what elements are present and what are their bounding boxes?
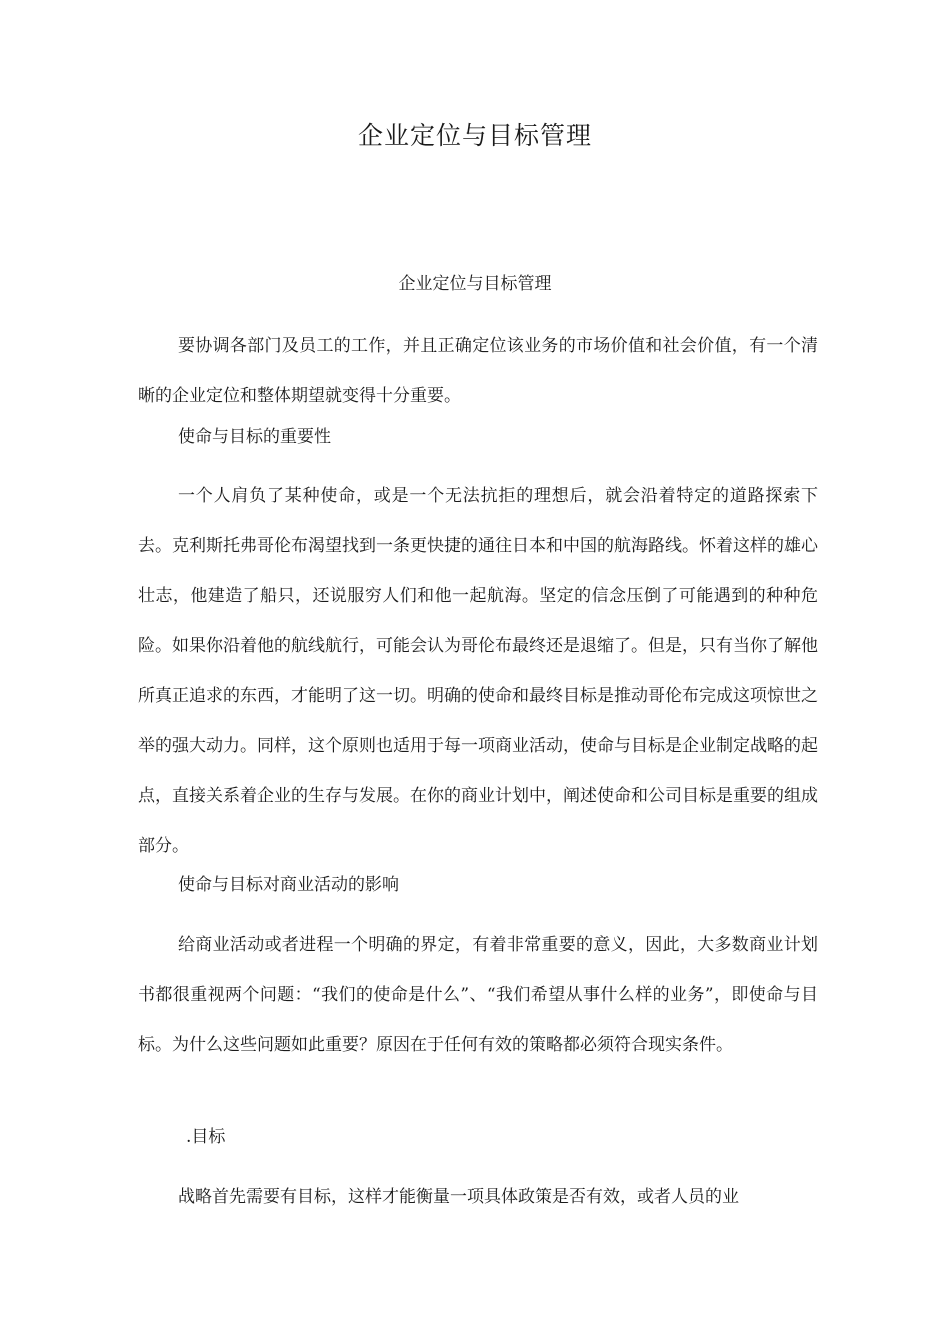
paragraph-goal: 战略首先需要有目标，这样才能衡量一项具体政策是否有效，或者人员的业 xyxy=(178,1187,739,1207)
heading-mission-importance: 使命与目标的重要性 xyxy=(178,427,331,447)
paragraph-mission: 一个人肩负了某种使命，或是一个无法抗拒的理想后，就会沿着特定的道路探索下去。克利斯托弗哥伦布渴望找到一条更快捷的通往日本和中国的航海路线。怀着这样的雄心壮志，他建造了船只，还说服穷人们和他一起航海。坚定的信念压倒了可能遇到的种种危险。如果你沿着他的航线航行，可能会认为哥伦布最终还是退缩了。但是，只有当你了解他所真正追求的东西，才能明了这一切。明确的使命和最终目标是推动哥伦布完成这项惊世之举的强大动力。同样，这个原则也适用于每一项商业活动，使命与目标是企业制定战略的起点，直接关系着企业的生存与发展。在你的商业计划中，阐述使命和公司目标是重要的组成部分。 xyxy=(138,486,818,856)
paragraph-intro: 要协调各部门及员工的工作，并且正确定位该业务的市场价值和社会价值，有一个清晰的企业定位和整体期望就变得十分重要。 xyxy=(138,336,818,406)
heading-mission-impact: 使命与目标对商业活动的影响 xyxy=(178,875,399,895)
heading-goal: .目标 xyxy=(186,1127,226,1147)
paragraph-impact: 给商业活动或者进程一个明确的界定，有着非常重要的意义，因此，大多数商业计划书都很重视两个问题：“我们的使命是什么”、“我们希望从事什么样的业务”，即使命与目标。为什么这些问题如此重要？原因在于任何有效的策略都必须符合现实条件。 xyxy=(138,935,818,1055)
section-title: 企业定位与目标管理 xyxy=(398,274,552,294)
document-title: 企业定位与目标管理 xyxy=(357,121,592,150)
